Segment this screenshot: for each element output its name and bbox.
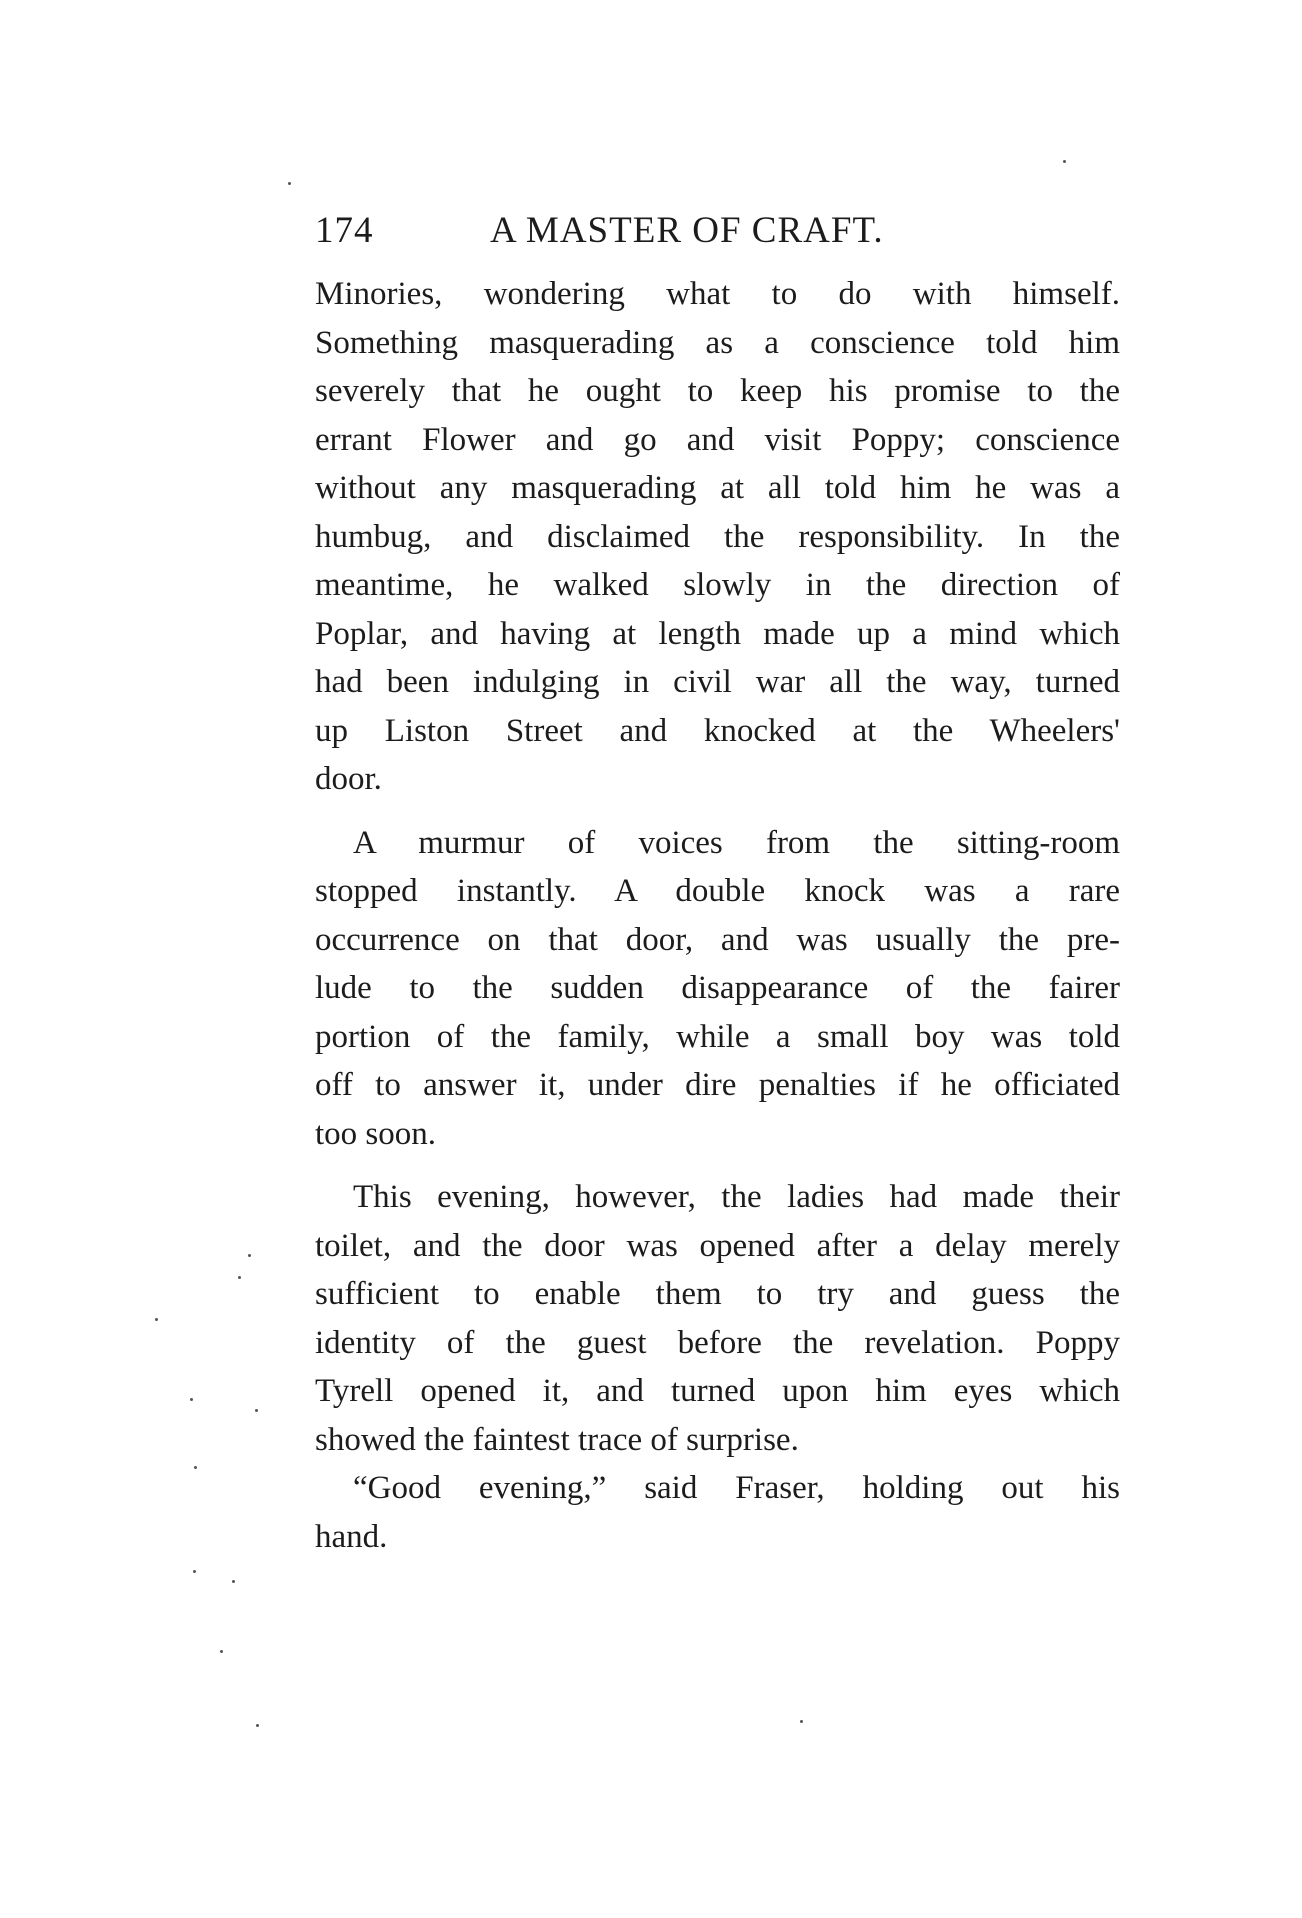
text-line: meantime, he walked slowly in the direction of — [315, 567, 1120, 603]
paragraph — [315, 1173, 1120, 1464]
paragraph-gap — [315, 1158, 1120, 1173]
book-title: A MASTER OF CRAFT. — [490, 210, 884, 251]
scan-speck — [248, 1254, 251, 1257]
scan-speck — [288, 182, 291, 185]
text-line: without any masquerading at all told him he was a — [315, 470, 1120, 506]
scan-speck — [155, 1318, 158, 1321]
scan-speck — [238, 1276, 241, 1279]
text-line: A murmur of voices from the sitting-room — [353, 824, 1120, 861]
text-line: Tyrell opened it, and turned upon him eyes which — [315, 1373, 1120, 1409]
text-line: This evening, however, the ladies had made their — [353, 1179, 1120, 1215]
paragraph — [315, 270, 1120, 804]
text-line: Poplar, and having at length made up a mind which — [315, 615, 1120, 652]
text-line: humbug, and disclaimed the responsibility. In the — [315, 518, 1120, 555]
scan-speck — [1063, 160, 1066, 163]
scan-speck — [232, 1580, 235, 1583]
scan-speck — [220, 1650, 223, 1653]
text-line: “Good evening,” said Fraser, holding out his — [353, 1470, 1120, 1506]
text-line: showed the faintest trace of surprise. — [315, 1421, 799, 1458]
text-line: toilet, and the door was opened after a delay merely — [315, 1227, 1120, 1264]
text-line: hand. — [315, 1518, 388, 1555]
text-line: errant Flower and go and visit Poppy; conscience — [315, 421, 1120, 458]
scan-speck — [190, 1398, 193, 1401]
text-line: occurrence on that door, and was usually the pre- — [315, 921, 1120, 958]
text-line: lude to the sudden disappearance of the fairer — [315, 970, 1120, 1006]
running-head — [315, 206, 995, 256]
paragraph — [315, 1464, 1120, 1561]
text-line: sufficient to enable them to try and guess the — [315, 1276, 1120, 1312]
text-line: off to answer it, under dire penalties if he officiated — [315, 1067, 1120, 1103]
text-line: portion of the family, while a small boy was told — [315, 1018, 1120, 1055]
body-text — [315, 270, 1120, 1561]
text-line: door. — [315, 761, 382, 797]
scan-speck — [800, 1720, 803, 1723]
text-line: severely that he ought to keep his promise to the — [315, 373, 1120, 409]
scan-speck — [194, 1466, 197, 1469]
scan-speck — [255, 1409, 258, 1412]
page-number: 174 — [315, 210, 374, 251]
text-line: had been indulging in civil war all the way, turned — [315, 664, 1120, 700]
text-line: Minories, wondering what to do with himself. — [315, 276, 1120, 312]
text-line: up Liston Street and knocked at the Wheelers' — [315, 712, 1120, 749]
text-line: too soon. — [315, 1115, 437, 1152]
text-line: stopped instantly. A double knock was a rare — [315, 873, 1120, 909]
text-line: identity of the guest before the revelation. Poppy — [315, 1324, 1120, 1361]
text-line: Something masquerading as a conscience told him — [315, 324, 1120, 361]
paragraph-gap — [315, 804, 1120, 819]
scan-speck — [193, 1570, 196, 1573]
scan-speck — [256, 1724, 259, 1727]
paragraph — [315, 819, 1120, 1159]
